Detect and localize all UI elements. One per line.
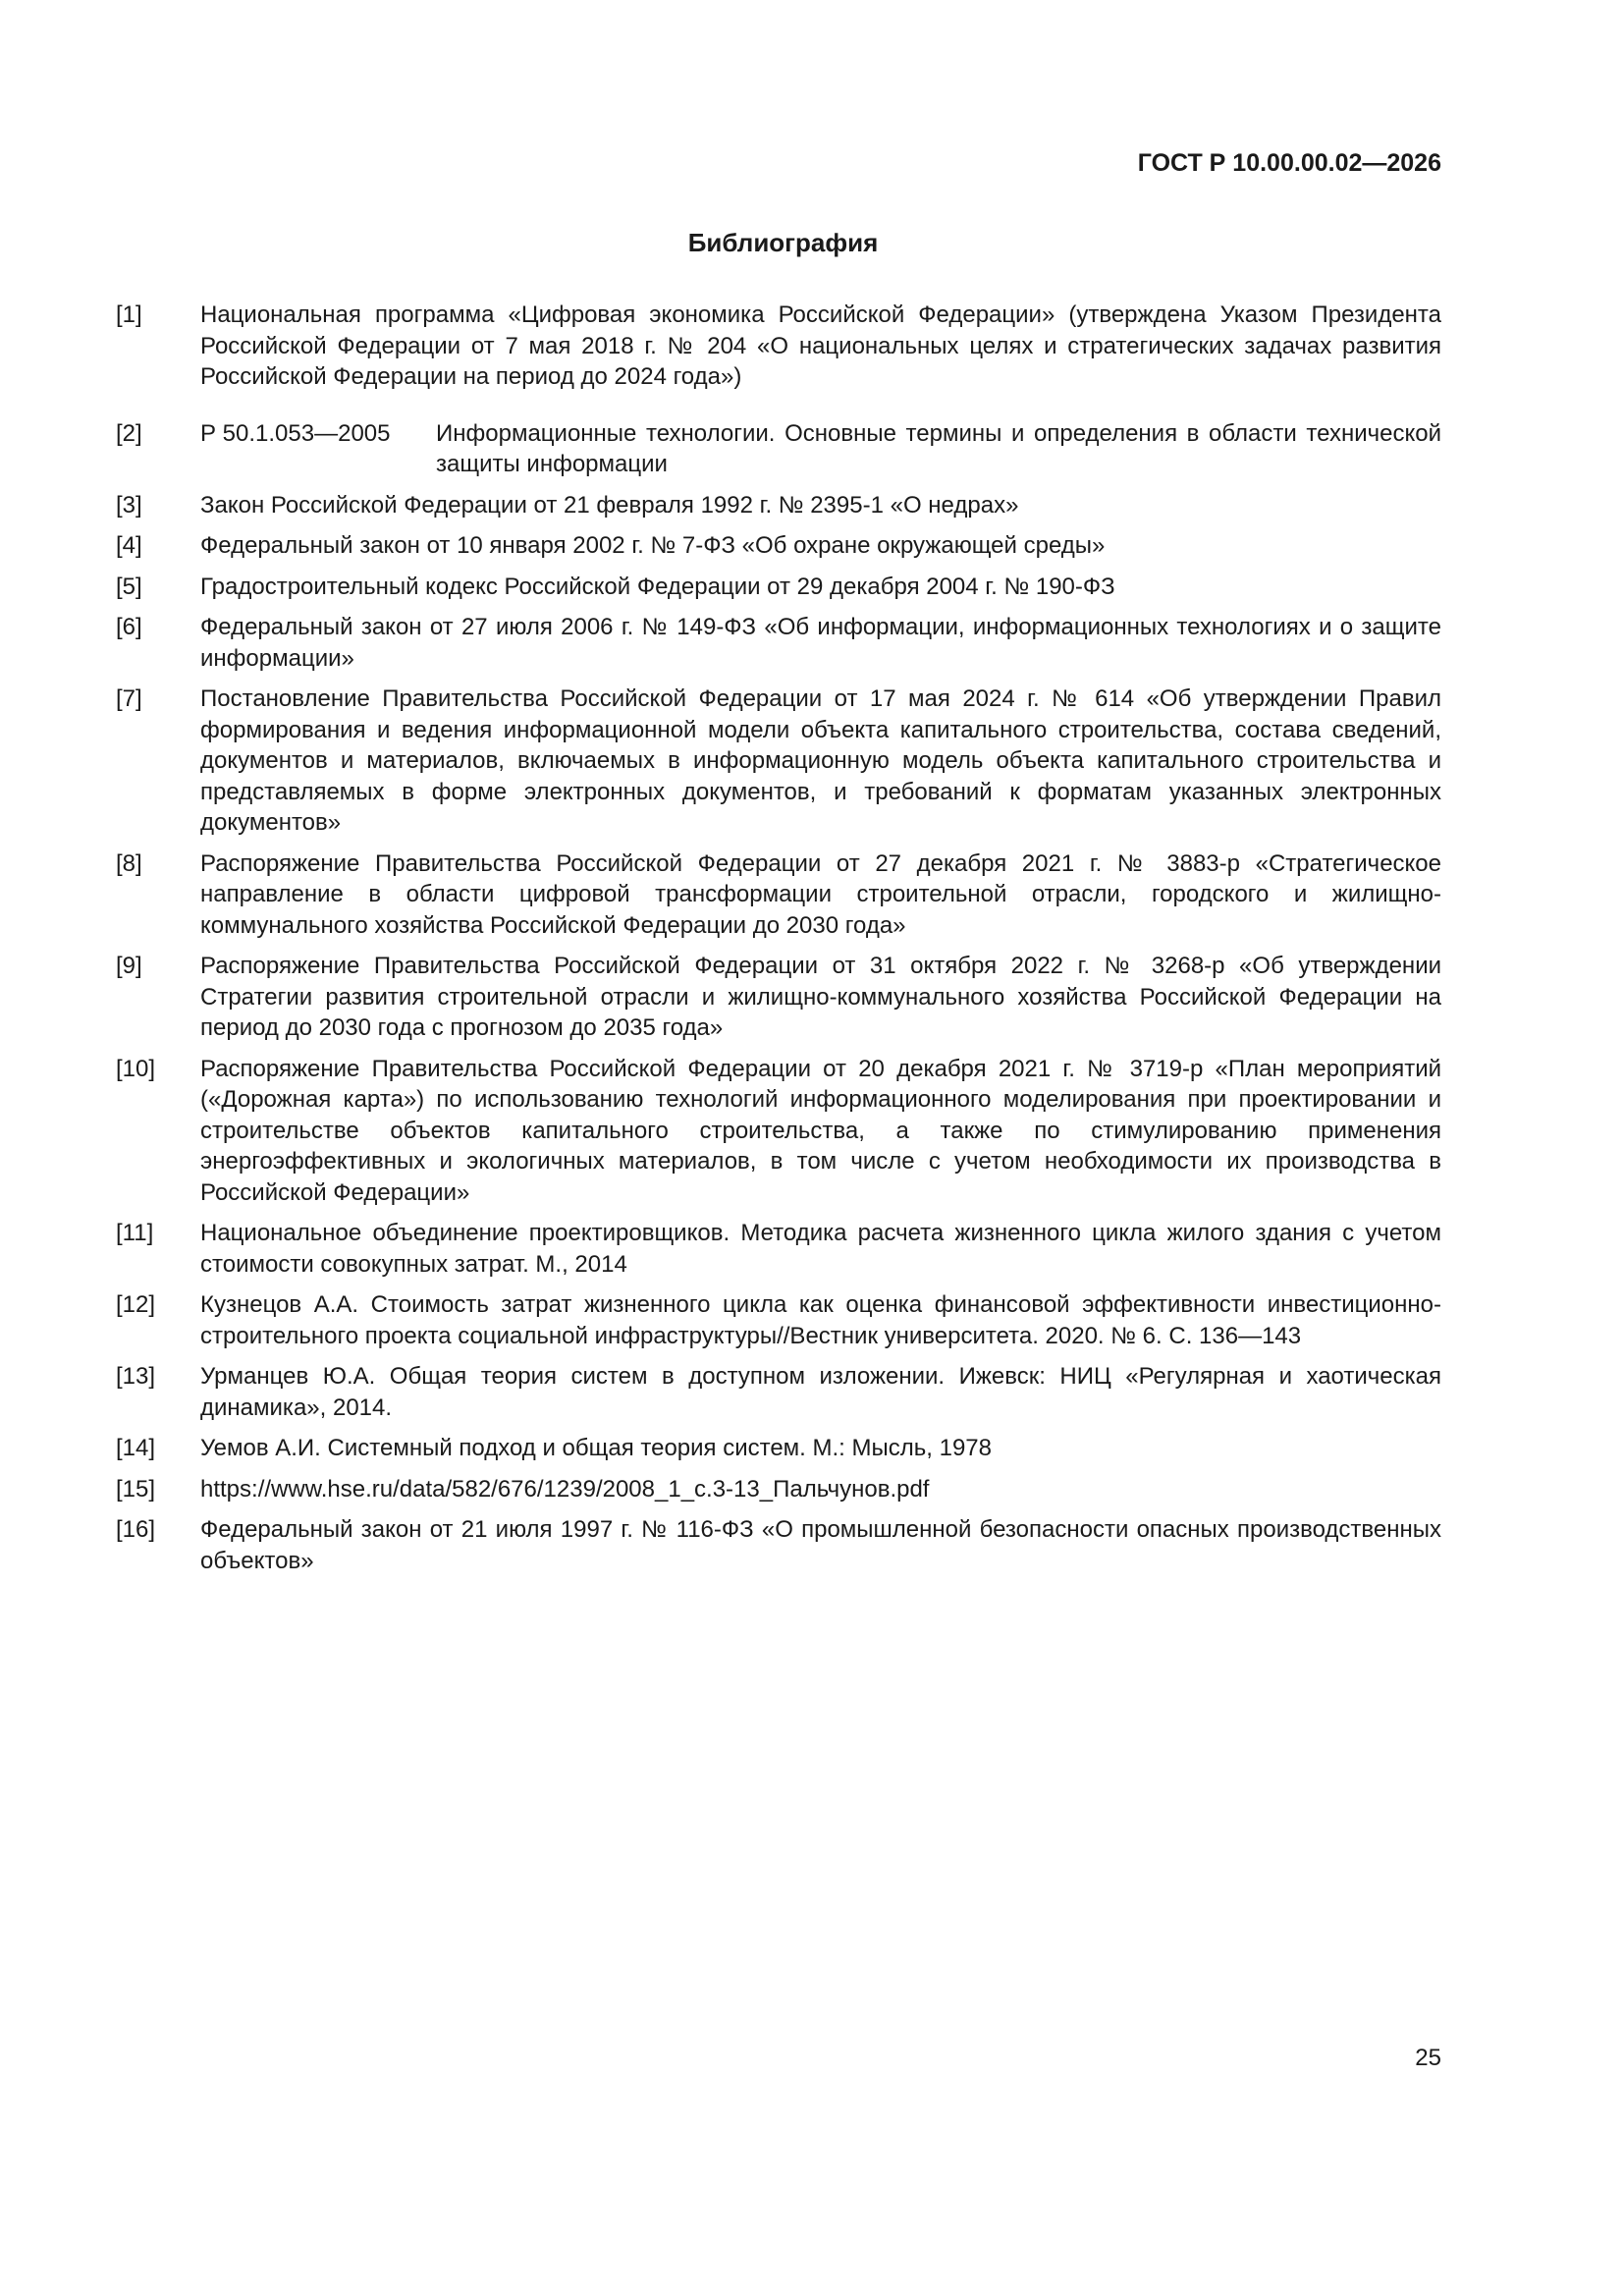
- section-title: Библиография: [687, 228, 879, 257]
- bibliography-entry: [116, 1289, 1441, 1351]
- entry-number: [16]: [116, 1516, 156, 1543]
- entry-number: [10]: [116, 1055, 156, 1082]
- entry-number: [12]: [116, 1291, 156, 1318]
- bibliography-entry: [116, 572, 1441, 603]
- bibliography-list: [116, 300, 1441, 1586]
- entry-text: Федеральный закон от 27 июля 2006 г. № 149-ФЗ «Об информации, информационных технологиях и о защите информации»: [200, 614, 1441, 672]
- entry-number: [9]: [116, 953, 142, 979]
- entry-number: [2]: [116, 419, 142, 447]
- entry-number: [14]: [116, 1435, 156, 1461]
- bibliography-entry: [116, 300, 1441, 393]
- entry-number: [7]: [116, 685, 142, 712]
- bibliography-entry: [116, 490, 1441, 521]
- bibliography-entry: [116, 1433, 1441, 1464]
- bibliography-entry: [116, 418, 1441, 480]
- bibliography-entry: [116, 848, 1441, 942]
- bibliography-entry: [116, 1474, 1441, 1505]
- bibliography-entry: [116, 530, 1441, 562]
- entry-standard-code: Р 50.1.053—2005: [200, 419, 391, 447]
- entry-number: [3]: [116, 491, 142, 519]
- entry-number: [1]: [116, 301, 142, 328]
- entry-text: Градостроительный кодекс Российской Федерации от 29 декабря 2004 г. № 190-ФЗ: [200, 573, 1115, 600]
- entry-text: Урманцев Ю.А. Общая теория систем в доступном изложении. Ижевск: НИЦ «Регулярная и хаотическая динамика», 2014.: [200, 1363, 1441, 1421]
- entry-text: Постановление Правительства Российской Федерации от 17 мая 2024 г. № 614 «Об утверждении Правил формирования и ведения информационной модели объекта капитального строительства, состава сведений, документов и материалов, включаемых в информационную модель объекта капитального строительства и представляемых в форме электронных документов, и требований к форматам указанных электронных документов»: [200, 685, 1441, 836]
- entry-text: Уемов А.И. Системный подход и общая теория систем. М.: Мысль, 1978: [200, 1435, 992, 1461]
- entry-text: Распоряжение Правительства Российской Федерации от 27 декабря 2021 г. № 3883-р «Стратегическое направление в области цифровой трансформации строительной отрасли, городского и жилищно-коммунального хозяйства Российской Федерации до 2030 года»: [200, 849, 1441, 939]
- entry-number: [8]: [116, 849, 142, 877]
- bibliography-entry: [116, 612, 1441, 674]
- entry-text: Национальное объединение проектировщиков. Методика расчета жизненного цикла жилого здания с учетом стоимости совокупных затрат. М., 2014: [200, 1220, 1441, 1278]
- entry-url: https://www.hse.ru/data/582/676/1239/2008_1_с.3-13_Пальчунов.pdf: [200, 1475, 930, 1503]
- entry-number: [4]: [116, 532, 142, 559]
- bibliography-entry: [116, 951, 1441, 1044]
- entry-text: Национальная программа «Цифровая экономика Российской Федерации» (утверждена Указом Президента Российской Федерации от 7 мая 2018 г. № 204 «О национальных целях и стратегических задачах развития Российской Федерации на период до 2024 года»): [200, 301, 1441, 390]
- entry-text: Распоряжение Правительства Российской Федерации от 31 октября 2022 г. № 3268-р «Об утверждении Стратегии развития строительной отрасли и жилищно-коммунального хозяйства Российской Федерации на период до 2030 года с прогнозом до 2035 года»: [200, 953, 1441, 1041]
- bibliography-entry: [116, 1218, 1441, 1280]
- page-number: 25: [1415, 2045, 1441, 2071]
- entry-number: [5]: [116, 573, 142, 600]
- entry-number: [13]: [116, 1363, 156, 1390]
- entry-text: Информационные технологии. Основные термины и определения в области технической защиты информации: [436, 419, 1441, 477]
- bibliography-entry: [116, 683, 1441, 839]
- entry-text: Закон Российской Федерации от 21 февраля 1992 г. № 2395-1 «О недрах»: [200, 491, 1019, 519]
- entry-number: [15]: [116, 1475, 156, 1503]
- bibliography-entry: [116, 1361, 1441, 1423]
- document-code: ГОСТ Р 10.00.00.02—2026: [1137, 149, 1441, 177]
- entry-number: [11]: [116, 1220, 154, 1246]
- bibliography-entry: [116, 1514, 1441, 1576]
- entry-number: [6]: [116, 614, 142, 640]
- bibliography-entry: [116, 1054, 1441, 1209]
- entry-text: Федеральный закон от 10 января 2002 г. № 7-ФЗ «Об охране окружающей среды»: [200, 532, 1106, 559]
- entry-text: Федеральный закон от 21 июля 1997 г. № 116-ФЗ «О промышленной безопасности опасных производственных объектов»: [200, 1516, 1441, 1574]
- entry-text: Распоряжение Правительства Российской Федерации от 20 декабря 2021 г. № 3719-р «План мероприятий («Дорожная карта») по использованию технологий информационного моделирования при проектировании и строительстве объектов капитального строительства, а также по стимулированию применения энергоэффективных и экологичных материалов, в том числе с учетом необходимости их производства в Российской Федерации»: [200, 1055, 1441, 1206]
- entry-text: Кузнецов А.А. Стоимость затрат жизненного цикла как оценка финансовой эффективности инвестиционно-строительного проекта социальной инфраструктуры//Вестник университета. 2020. № 6. С. 136—143: [200, 1291, 1441, 1349]
